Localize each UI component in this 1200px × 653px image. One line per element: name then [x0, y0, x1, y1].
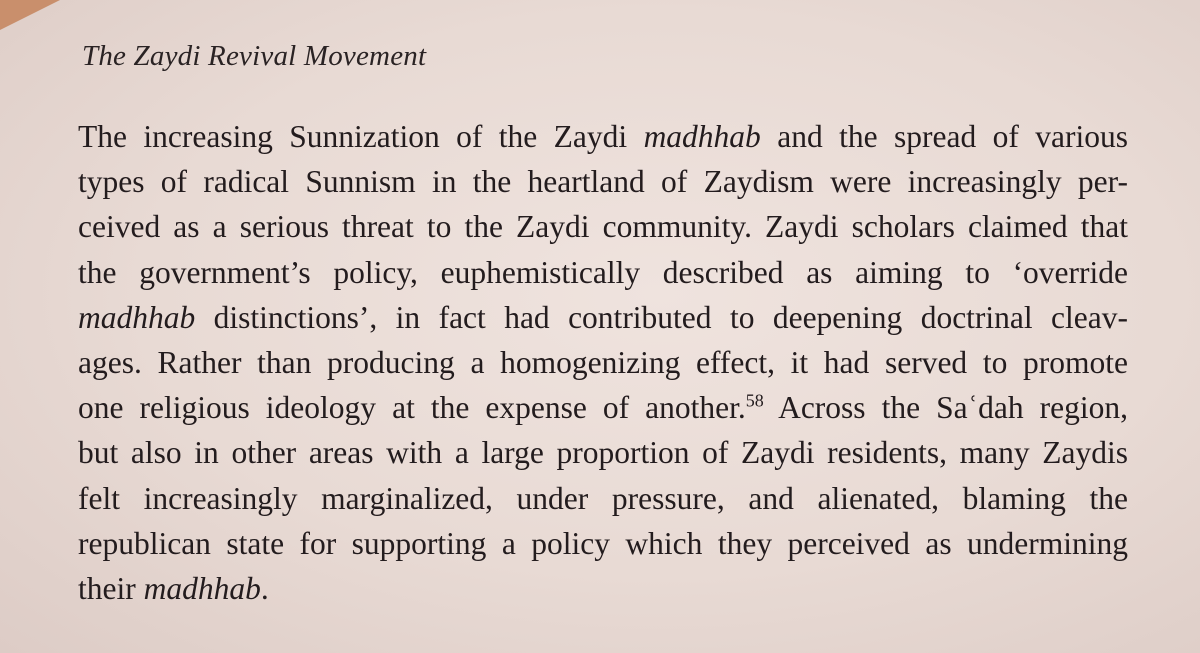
paragraph-line: republican state for supporting a policy which they perceived as undermining [78, 525, 1128, 561]
paragraph-line: but also in other areas with a large proportion of Zaydi residents, many Zaydis [78, 435, 1128, 471]
body-paragraph [78, 114, 1128, 611]
paragraph-line: ages. Rather than producing a homogenizing effect, it had served to promote [78, 344, 1128, 380]
paragraph-line: The increasing Sunnization of the Zaydi madhhab and the spread of various [78, 119, 1128, 154]
paragraph-line: ceived as a serious threat to the Zaydi community. Zaydi scholars claimed that [78, 209, 1128, 245]
paragraph-line: types of radical Sunnism in the heartland of Zaydism were increasingly per- [78, 164, 1128, 200]
paragraph-line: one religious ideology at the expense of another.$^{58}$ Across the Saʿdah region, [78, 390, 1128, 426]
footnote-ref[interactable]: 58 [745, 390, 764, 411]
paragraph-line: the government’s policy, euphemistically described as aiming to ‘override [78, 254, 1128, 290]
italic-term: madhhab [78, 299, 196, 335]
page-corner [0, 0, 60, 30]
paragraph-line: felt increasingly marginalized, under pressure, and alienated, blaming the [78, 480, 1128, 516]
section-heading: The Zaydi Revival Movement [82, 40, 427, 72]
paragraph-line: their madhhab. [78, 570, 269, 606]
paragraph-line: madhhab distinctions’, in fact had contributed to deepening doctrinal cleav- [78, 299, 1128, 335]
italic-term: madhhab [643, 119, 761, 154]
italic-term: madhhab [143, 570, 261, 606]
